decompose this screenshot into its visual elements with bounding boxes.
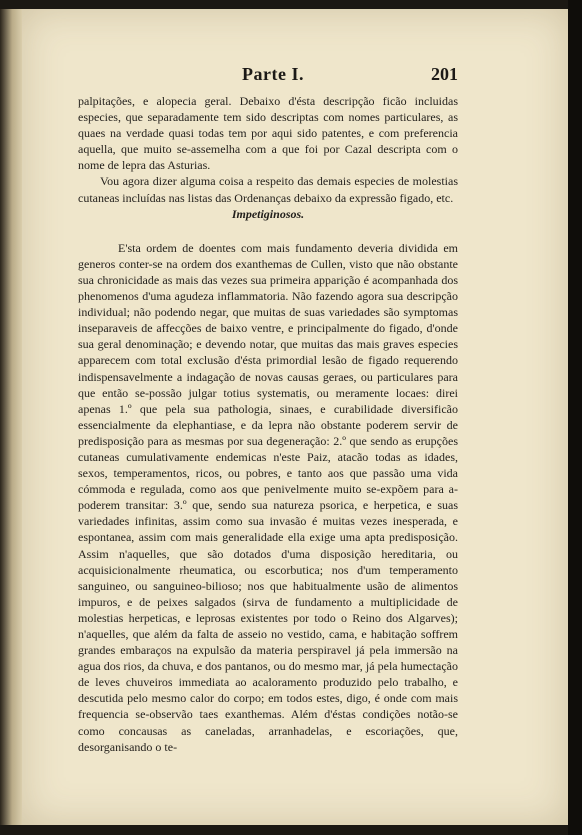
page-number: 201 bbox=[431, 64, 458, 84]
section-heading: Impetiginosos. bbox=[231, 206, 305, 221]
paragraph-2: Vou agora dizer alguma coisa a respeito das demais especies de molestias cutaneas incluídas nas listas das Ordenanças debaixo da expressão figado, etc. bbox=[78, 174, 458, 205]
page-header bbox=[78, 64, 458, 88]
page-body bbox=[78, 93, 458, 755]
page-edge-shadow bbox=[568, 0, 582, 835]
paragraph-3: E'sta ordem de doentes com mais fundamento deveria dividida em generos conter-se na ordem dos exanthemas de Cullen, visto que não obstante sua chronicidade as mais das vezes sua primeira apparição é acompanhada dos phenomenos d'uma agudeza inflammatoria. Não fazendo agora sua descripção individual; não podendo negar, que muitas de suas variedades são symptomas inseparaveis de affecções de baixo ventre, e principalmente do figado, d'onde sua geral denominação; e devendo notar, que muitas das mais graves especies apparecem com total exclusão d'ésta primordial lesão de figado requerendo indispensavelmente a indagação de novas causas geraes, ou particulares para que então se-possão julgar totius systematis, ou meramente locaes: direi apenas 1.º que pela sua pathologia, sinaes, e curabilidade diversificão essencialmente da elephantiase, e da lepra não obstante poderem servir de predisposição para as mesmas por sua degeneração: 2.º que sendo as erupções cutaneas cumulativamente endemicas n'este Paiz, atacão todas as idades, sexos, temperamentos, ricos, ou pobres, e tanto aos que passão uma vida cómmoda e regulada, como aos que penivelmente muito se-expõem para a-poderem transitar: 3.º que, sendo sua natureza psorica, e herpetica, e suas variedades infinitas, assim como sua invasão é muitas vezes inesperada, e espontanea, assim com mais generalidade ella exige uma apta predisposição. Assim n'aquelles, que são dotados d'uma disposição hereditaria, ou acquisicionalmente rheumatica, ou escorbutica; nos d'um temperamento sanguineo, ou sanguineo-bilioso; nos que habitualmente usão de alimentos impuros, e de peixes salgados (sirva de fundamento a multiplicidade de molestias herpeticas, e leprosas existentes por todo o Reino dos Algarves); n'aquelles, que além da falta de asseio no vestido, cama, e habitação soffrem grandes embaraços na expulsão da materia perspiravel já pela immersão na agua dos rios, da chuva, e dos pantanos, ou do mesmo mar, já pela humectação de leves chuveiros immediata ao acaloramento produzido pelo trabalho, e descutida pelo mesmo calor do corpo; em todos estes, digo, é onde com mais frequencia se-observão taes exanthemas. Além d'éstas condições notão-se como concausas as caneladas, arranhadelas, e escoriações, que, desorganisando o te- bbox=[78, 240, 458, 754]
book-gutter bbox=[0, 9, 22, 825]
running-head: Parte I. bbox=[242, 64, 304, 84]
paragraph-1: palpitações, e alopecia geral. Debaixo d'ésta descripção ficão incluidas especies, que separadamente tem sido descriptas com nomes particulares, as quaes na verdade quasi todas tem por aqui sido patentes, e com preferencia aquella, que muito se-assemelha com a que foi por Cazal descripta com o nome de lepra das Asturias. bbox=[78, 94, 458, 173]
